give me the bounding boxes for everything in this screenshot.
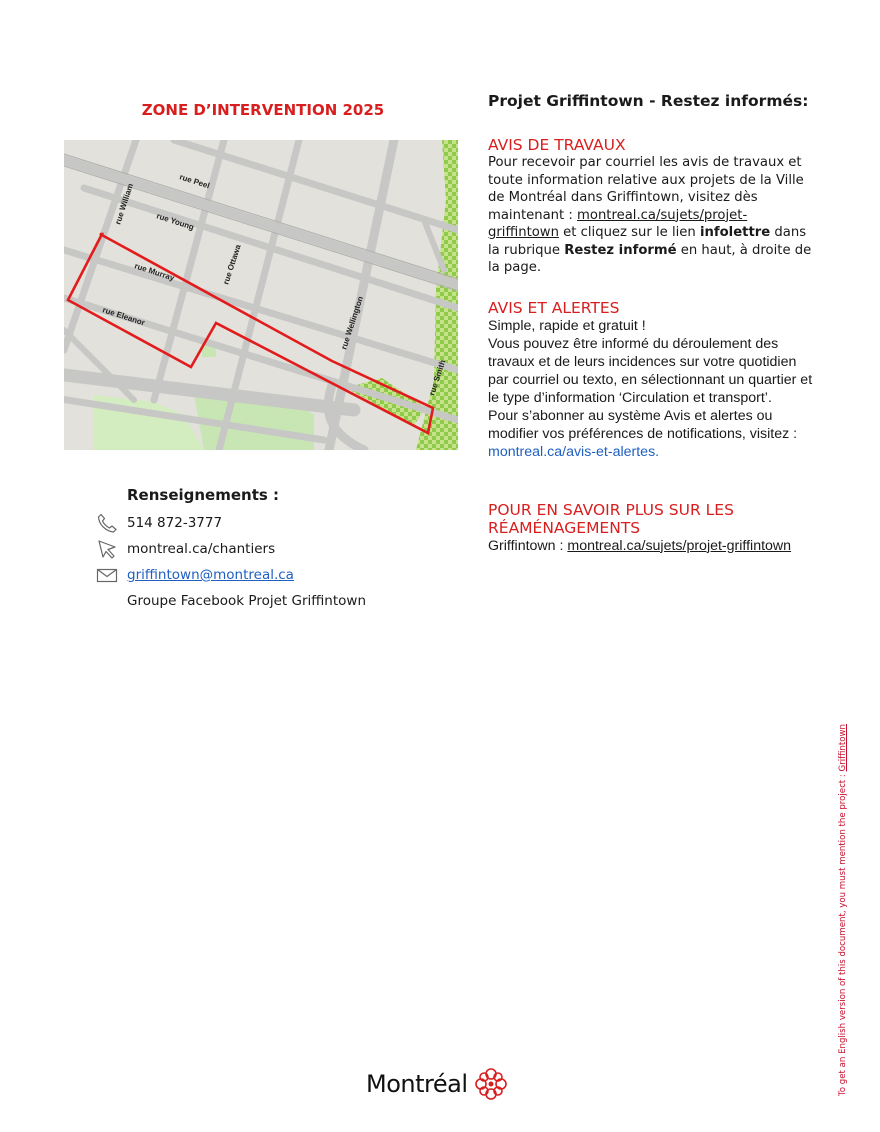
- avis-alertes-p3-block: [488, 407, 818, 461]
- street-label-ottawa: rue Ottawa: [221, 243, 243, 286]
- avis-travaux-text: [488, 154, 818, 277]
- english-version-note: [838, 724, 848, 1096]
- restez-informe-label: Restez informé: [564, 242, 677, 258]
- avis-travaux-heading: AVIS DE TRAVAUX: [488, 136, 626, 154]
- avis-alertes-p1: Simple, rapide et gratuit !: [488, 317, 646, 334]
- street-label-peel: rue Peel: [178, 172, 211, 191]
- street-label-eleanor: rue Eleanor: [101, 305, 147, 328]
- street-label-wellington: rue Wellington: [339, 295, 366, 351]
- avis-alertes-p2: Vous pouvez être informé du déroulement des travaux et de leurs incidences sur votre quotidien par courriel ou texto, en sélectionnant un quartier et le type d’information ‘Circulation et transport’.: [488, 335, 813, 406]
- mail-icon: [96, 565, 118, 585]
- contact-block: [96, 486, 436, 614]
- savoir-plus-label: Griffintown :: [488, 537, 568, 554]
- avis-alertes-p3: Pour s’abonner au système Avis et alertes ou modifier vos préférences de notifications, visitez :: [488, 407, 798, 442]
- street-label-young: rue Young: [155, 211, 196, 232]
- infolettre-label: infolettre: [699, 225, 771, 240]
- contact-title: Renseignements :: [127, 486, 280, 504]
- project-title: Projet Griffintown - Restez informés:: [488, 92, 809, 110]
- avis-travaux-p4: en haut, à droite de la page.: [488, 242, 812, 275]
- cursor-icon: [96, 539, 118, 559]
- contact-phone-row: [96, 510, 436, 536]
- street-label-murray: rue Murray: [133, 261, 176, 283]
- avis-travaux-p3: dans la rubrique: [488, 225, 807, 258]
- phone-icon: [96, 513, 118, 533]
- montreal-logo: [366, 1064, 508, 1104]
- map-svg: [64, 140, 458, 450]
- english-note-link[interactable]: Griffintown: [838, 724, 848, 772]
- contact-email-link[interactable]: griffintown@montreal.ca: [127, 567, 294, 583]
- contact-web[interactable]: montreal.ca/chantiers: [127, 541, 276, 557]
- avis-travaux-p2: et cliquez sur le lien: [558, 225, 700, 240]
- contact-facebook-row: [96, 588, 436, 614]
- logo-text: Montréal: [366, 1070, 468, 1098]
- contact-web-row: [96, 536, 436, 562]
- rosette-icon: [474, 1067, 508, 1101]
- savoir-plus-text: [488, 537, 818, 555]
- info-column: [488, 92, 818, 555]
- contact-facebook: Groupe Facebook Projet Griffintown: [127, 593, 366, 609]
- zone-title: ZONE D’INTERVENTION 2025: [141, 101, 385, 119]
- intervention-map: [64, 140, 458, 450]
- projet-griffintown-link[interactable]: montreal.ca/sujets/projet-griffintown: [488, 207, 748, 240]
- savoir-plus-link[interactable]: montreal.ca/sujets/projet-griffintown: [567, 537, 792, 554]
- contact-phone[interactable]: 514 872-3777: [127, 515, 223, 531]
- avis-travaux-p1: Pour recevoir par courriel les avis de travaux et toute information relative aux projets de la Ville de Montréal dans Griffintown, visitez dès maintenant :: [488, 155, 804, 223]
- avis-alertes-heading: AVIS ET ALERTES: [488, 298, 620, 317]
- contact-email-row: [96, 562, 436, 588]
- savoir-plus-heading: POUR EN SAVOIR PLUS SUR LES RÉAMÉNAGEMENTS: [488, 500, 734, 537]
- street-label-william: rue William: [113, 182, 136, 226]
- english-note-text: To get an English version of this document, you must mention the project :: [838, 771, 848, 1096]
- avis-alertes-link[interactable]: montreal.ca/avis-et-alertes.: [488, 443, 660, 460]
- street-label-smith: rue Smith: [427, 358, 448, 397]
